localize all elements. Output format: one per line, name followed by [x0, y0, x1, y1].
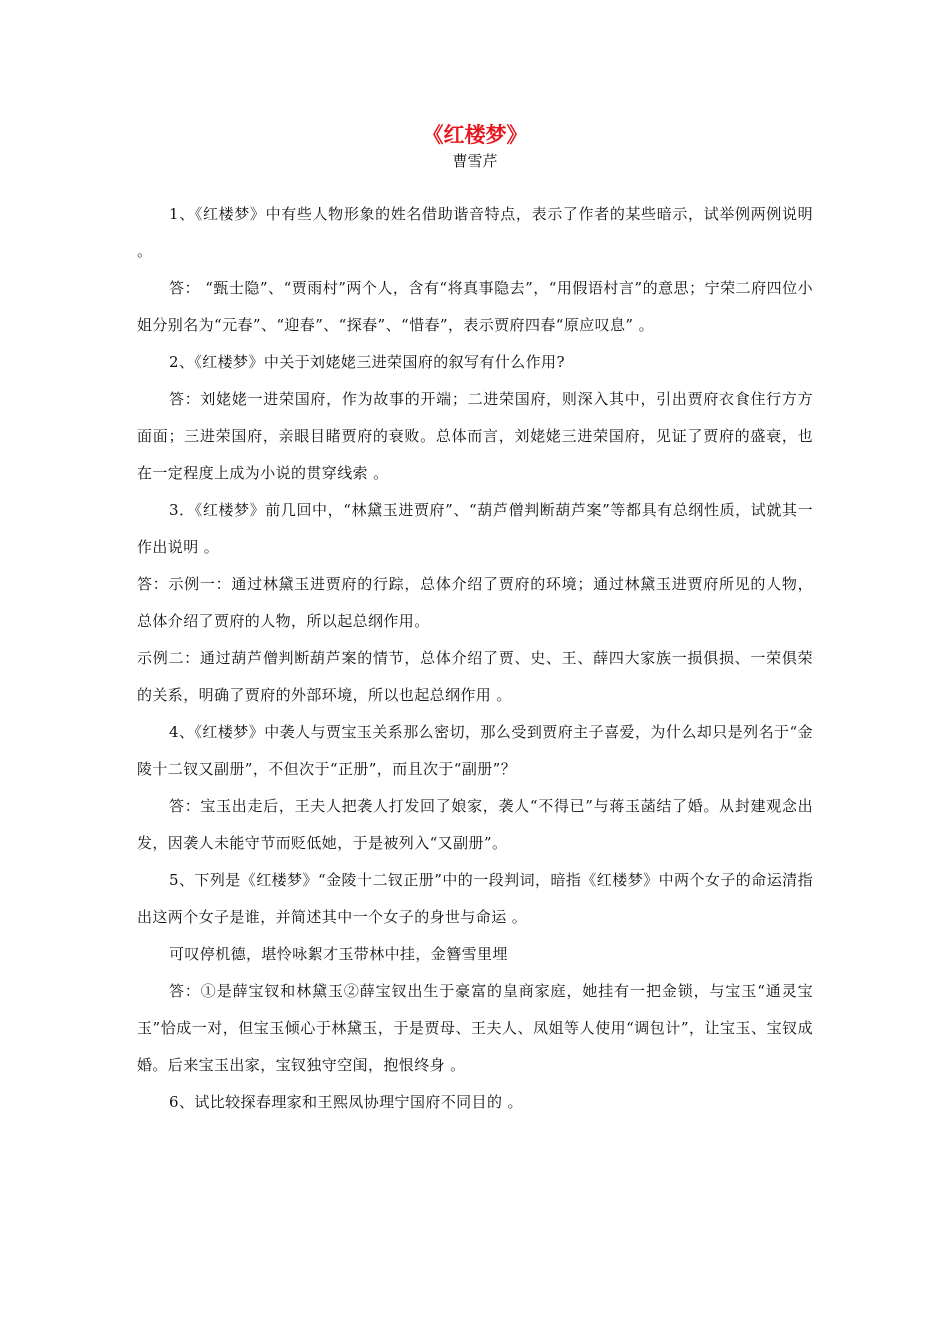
document-author: 曹雪芹 [452, 152, 498, 170]
answer-1: 答： “甄士隐”、“贾雨村”两个人，含有“将真事隐去”，“用假语村言”的意思；宁荣二府四位小姐分别名为“元春”、“迎春”、“探春”、“惜春”，表示贾府四春“原应叹息” 。 [137, 279, 813, 334]
verdict-poem: 可叹停机德，堪怜咏絮才玉带林中挂，金簪雪里埋 [169, 945, 508, 963]
answer-3-example-1: 答：示例一：通过林黛玉进贾府的行踪，总体介绍了贾府的环境；通过林黛玉进贾府所见的人物，总体介绍了贾府的人物，所以起总纲作用。 [137, 575, 813, 630]
answer-2: 答：刘姥姥一进荣国府，作为故事的开端；二进荣国府，则深入其中，引出贾府衣食住行方方面面；三进荣国府，亲眼目睹贾府的衰败。总体而言，刘姥姥三进荣国府，见证了贾府的盛衰，也在一定程度上成为小说的贯穿线索 。 [137, 390, 813, 482]
answer-3-example-2: 示例二：通过葫芦僧判断葫芦案的情节，总体介绍了贾、史、王、薛四大家族一损俱损、一荣俱荣的关系，明确了贾府的外部环境，所以也起总纲作用 。 [137, 649, 813, 704]
question-5: 5、下列是《红楼梦》“金陵十二钗正册”中的一段判词，暗指《红楼梦》中两个女子的命运清指出这两个女子是谁，并简述其中一个女子的身世与命运 。 [137, 871, 813, 926]
document-title: 《红楼梦》 [422, 123, 528, 147]
document-body [137, 196, 813, 1121]
question-3: 3．《红楼梦》前几回中，“林黛玉进贾府”、“葫芦僧判断葫芦案”等都具有总纲性质，试就其一作出说明 。 [137, 501, 813, 556]
question-1: 1、《红楼梦》中有些人物形象的姓名借助谐音特点，表示了作者的某些暗示，试举例两例说明 。 [137, 205, 813, 260]
question-6: 6、试比较探春理家和王熙凤协理宁国府不同目的 。 [169, 1093, 523, 1111]
question-2: 2、《红楼梦》中关于刘姥姥三进荣国府的叙写有什么作用? [169, 353, 565, 371]
answer-5: 答：①是薛宝钗和林黛玉②薛宝钗出生于豪富的皇商家庭，她挂有一把金锁，与宝玉“通灵宝玉”恰成一对，但宝玉倾心于林黛玉，于是贾母、王夫人、凤姐等人使用“调包计”，让宝玉、宝钗成婚。后来宝玉出家，宝钗独守空闺，抱恨终身 。 [137, 982, 813, 1074]
answer-4: 答：宝玉出走后，王夫人把袭人打发回了娘家，袭人“不得已”与蒋玉菡结了婚。从封建观念出发，因袭人未能守节而贬低她，于是被列入“又副册”。 [137, 797, 813, 852]
question-4: 4、《红楼梦》中袭人与贾宝玉关系那么密切，那么受到贾府主子喜爱，为什么却只是列名于“金陵十二钗又副册”，不但次于“正册”，而且次于“副册”？ [137, 723, 813, 778]
